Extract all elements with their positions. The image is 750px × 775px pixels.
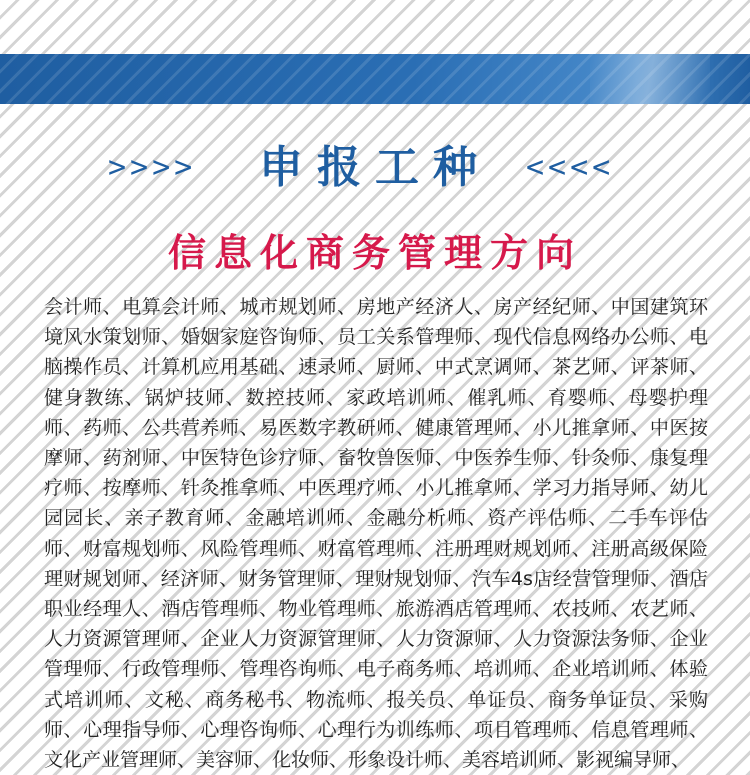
- page-title: 申报工种: [259, 142, 491, 193]
- heading-row: [0, 140, 750, 196]
- section-subtitle: 信息化商务管理方向: [167, 231, 582, 275]
- left-arrows-decoration: >>>>: [108, 150, 197, 185]
- right-arrows-decoration: <<<<: [526, 150, 615, 185]
- banner-highlight: [590, 54, 710, 104]
- occupation-list-text: 会计师、电算会计师、城市规划师、房地产经济人、房产经纪师、中国建筑环境风水策划师、婚姻家庭咨询师、员工关系管理师、现代信息网络办公师、电脑操作员、计算机应用基础、速录师、厨师、中式烹调师、茶艺师、评茶师、健身教练、锅炉技师、数控技师、家政培训师、催乳师、育婴师、母婴护理师、药师、公共营养师、易医数字教研师、健康管理师、小儿推拿师、中医按摩师、药剂师、中医特色诊疗师、畜牧兽医师、中医养生师、针灸师、康复理疗师、按摩师、针灸推拿师、中医理疗师、小儿推拿师、学习力指导师、幼儿园园长、亲子教育师、金融培训师、金融分析师、资产评估师、二手车评估师、财富规划师、风险管理师、财富管理师、注册理财规划师、注册高级保险理财规划师、经济师、财务管理师、理财规划师、汽车4s店经营管理师、酒店职业经理人、酒店管理师、物业管理师、旅游酒店管理师、农技师、农艺师、人力资源管理师、企业人力资源管理师、人力资源师、人力资源法务师、企业管理师、行政管理师、管理咨询师、电子商务师、培训师、企业培训师、体验式培训师、文秘、商务秘书、物流师、报关员、单证员、商务单证员、采购师、心理指导师、心理咨询师、心理行为训练师、项目管理师、信息管理师、文化产业管理师、美容师、化妆师、形象设计师、美容培训师、影视编导师、: [44, 296, 708, 772]
- top-banner-band: [0, 54, 750, 104]
